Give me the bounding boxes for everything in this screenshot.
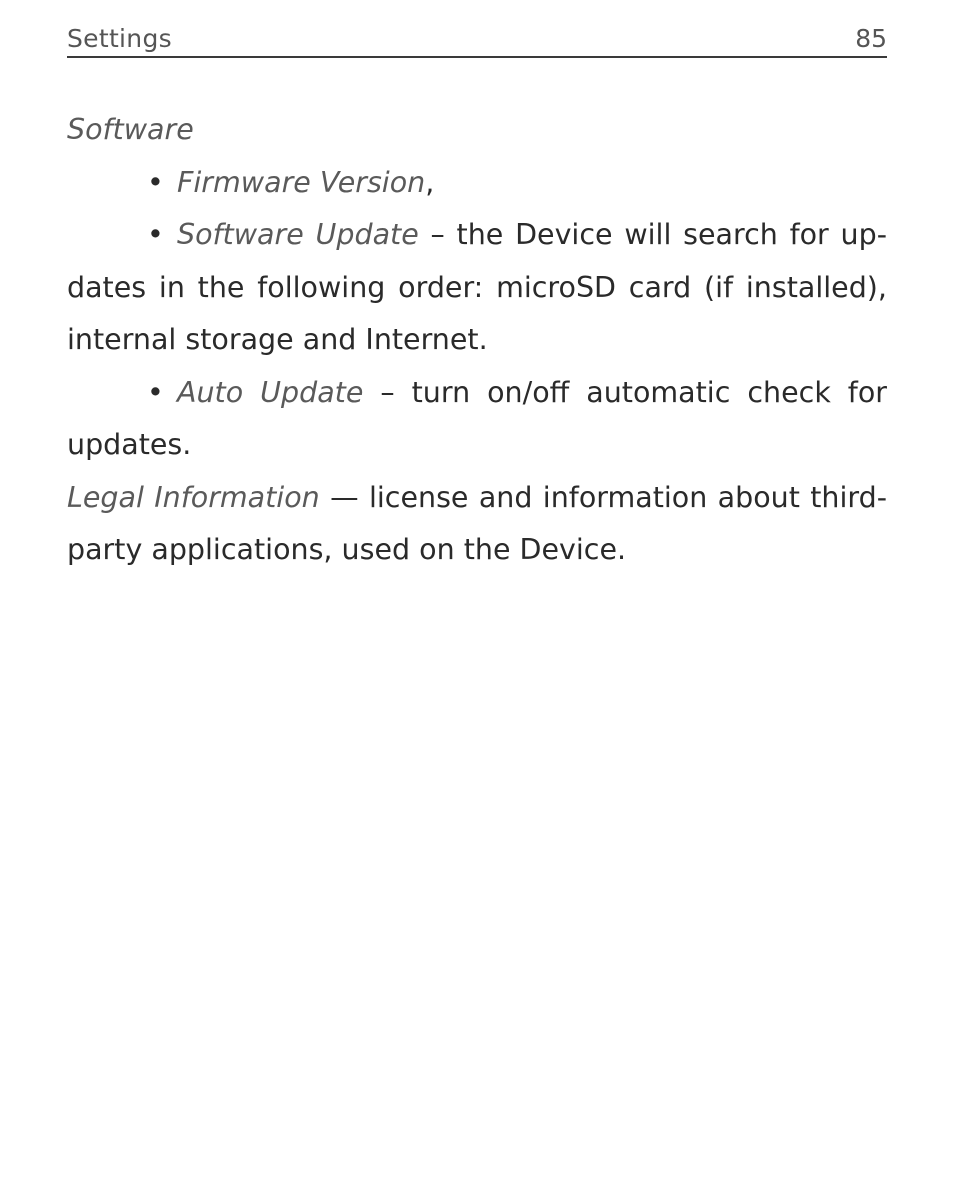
desc-software-update: the Device will search for updates in the following order: microSD card (if installed), internal storage and Internet. (67, 218, 887, 356)
bullet-icon: • (147, 165, 164, 199)
list-item-software-update (67, 209, 887, 367)
bullet-icon: • (147, 375, 164, 409)
page-number: 85 (855, 24, 887, 53)
term-legal-information: Legal Information (67, 480, 320, 514)
list-item-firmware-version (67, 157, 887, 210)
heading-software: Software (67, 113, 194, 146)
separator: — (319, 480, 369, 514)
term-software-update: Software Update (177, 218, 419, 251)
running-header (67, 0, 887, 58)
section-name: Settings (67, 24, 172, 53)
legal-information-paragraph (67, 472, 887, 577)
term-firmware-version: Firmware Version (177, 165, 426, 199)
desc-auto-update: turn on/off automatic check for updates. (67, 375, 887, 461)
content (67, 104, 887, 577)
bullet-icon: • (147, 218, 164, 251)
term-auto-update: Auto Update (177, 375, 364, 409)
separator: – (418, 218, 457, 251)
separator: – (363, 375, 412, 409)
section-heading (67, 104, 887, 157)
list-item-auto-update (67, 367, 887, 472)
page (67, 0, 887, 566)
desc-legal-information: license and information about third-party applications, used on the Device. (67, 480, 887, 566)
desc-firmware-version: , (425, 165, 435, 199)
